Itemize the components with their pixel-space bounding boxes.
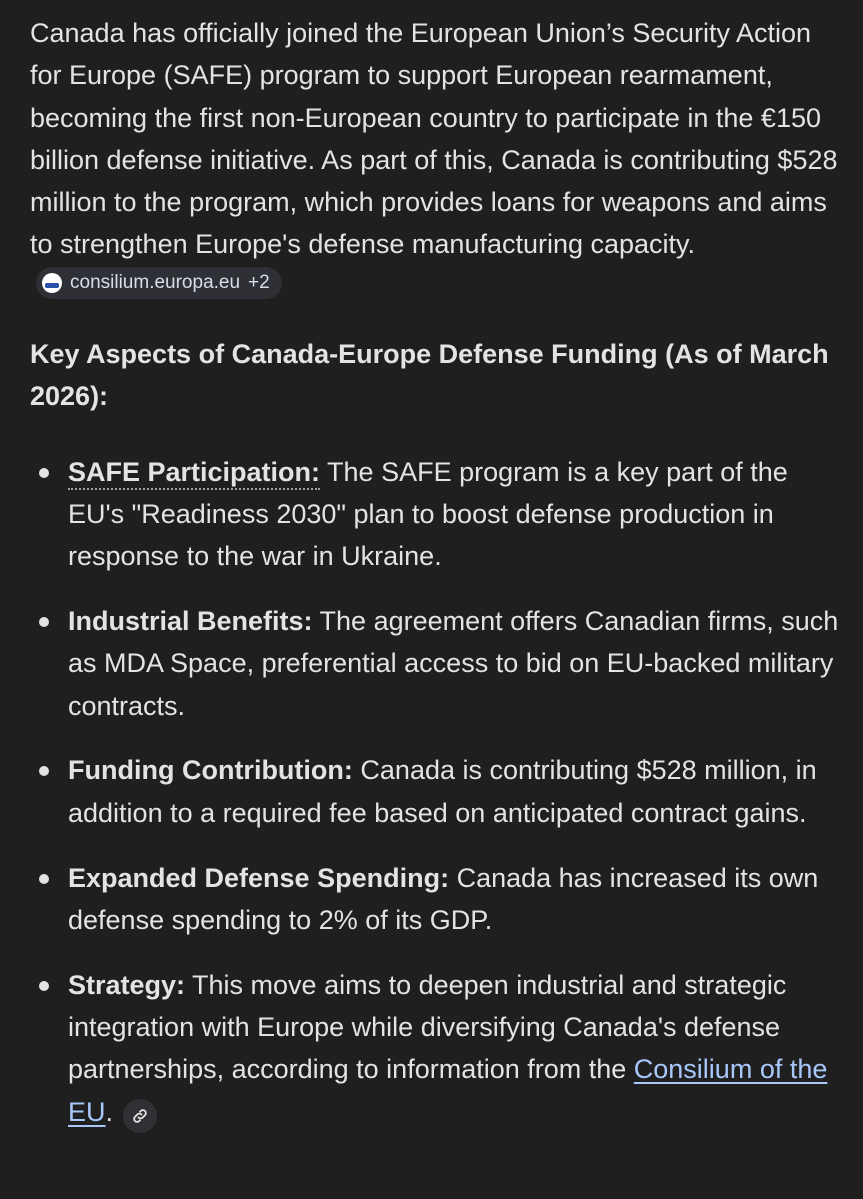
list-item-text: Canada is contributing $528 million, in addition to a required fee based on anticipated contract gains. — [68, 755, 817, 828]
list-item-text: Canada has increased its own defense spending to 2% of its GDP. — [68, 862, 819, 935]
globe-favicon-icon — [42, 273, 62, 293]
list-item-text: The SAFE program is a key part of the EU's "Readiness 2030" plan to boost defense production in response to the war in Ukraine. — [68, 456, 788, 572]
intro-text: Canada has officially joined the European Union’s Security Action for Europe (SAFE) program to support European rearmament, becoming the first non-European country to participate in the €150 billion defense initiative. As part of this, Canada is contributing $528 million to the program, which provides loans for weapons and aims to strengthen Europe's defense manufacturing capacity. — [30, 18, 838, 260]
list-item — [30, 749, 845, 834]
source-chip-count: +2 — [248, 271, 270, 293]
list-item-text: The agreement offers Canadian firms, such as MDA Space, preferential access to bid on EU-backed military contracts. — [68, 606, 839, 721]
link-icon — [131, 1107, 149, 1125]
term-industrial-benefits: Industrial Benefits: — [68, 606, 313, 637]
list-item — [30, 600, 845, 727]
section-heading: Key Aspects of Canada-Europe Defense Funding (As of March 2026): — [30, 339, 829, 412]
list-item — [30, 451, 845, 578]
consilium-link[interactable]: Consilium of the EU — [68, 1054, 828, 1127]
list-item-end: . — [105, 1096, 114, 1127]
intro-paragraph — [30, 12, 845, 308]
list-item — [30, 857, 845, 942]
term-funding-contribution: Funding Contribution: — [68, 755, 353, 786]
term-expanded-defense-spending: Expanded Defense Spending: — [68, 862, 450, 893]
source-chip-label: consilium.europa.eu — [70, 271, 241, 293]
response-body — [30, 12, 845, 1155]
list-item-text: This move aims to deepen industrial and strategic integration with Europe while diversifying Canada's defense partnerships, according to information from the — [68, 969, 787, 1085]
aspects-list — [30, 451, 845, 1133]
term-strategy: Strategy: — [68, 969, 186, 1000]
source-chip[interactable] — [36, 267, 282, 299]
list-item — [30, 964, 845, 1133]
link-chip-button[interactable] — [123, 1099, 157, 1133]
term-safe-participation[interactable]: SAFE Participation: — [68, 457, 320, 490]
